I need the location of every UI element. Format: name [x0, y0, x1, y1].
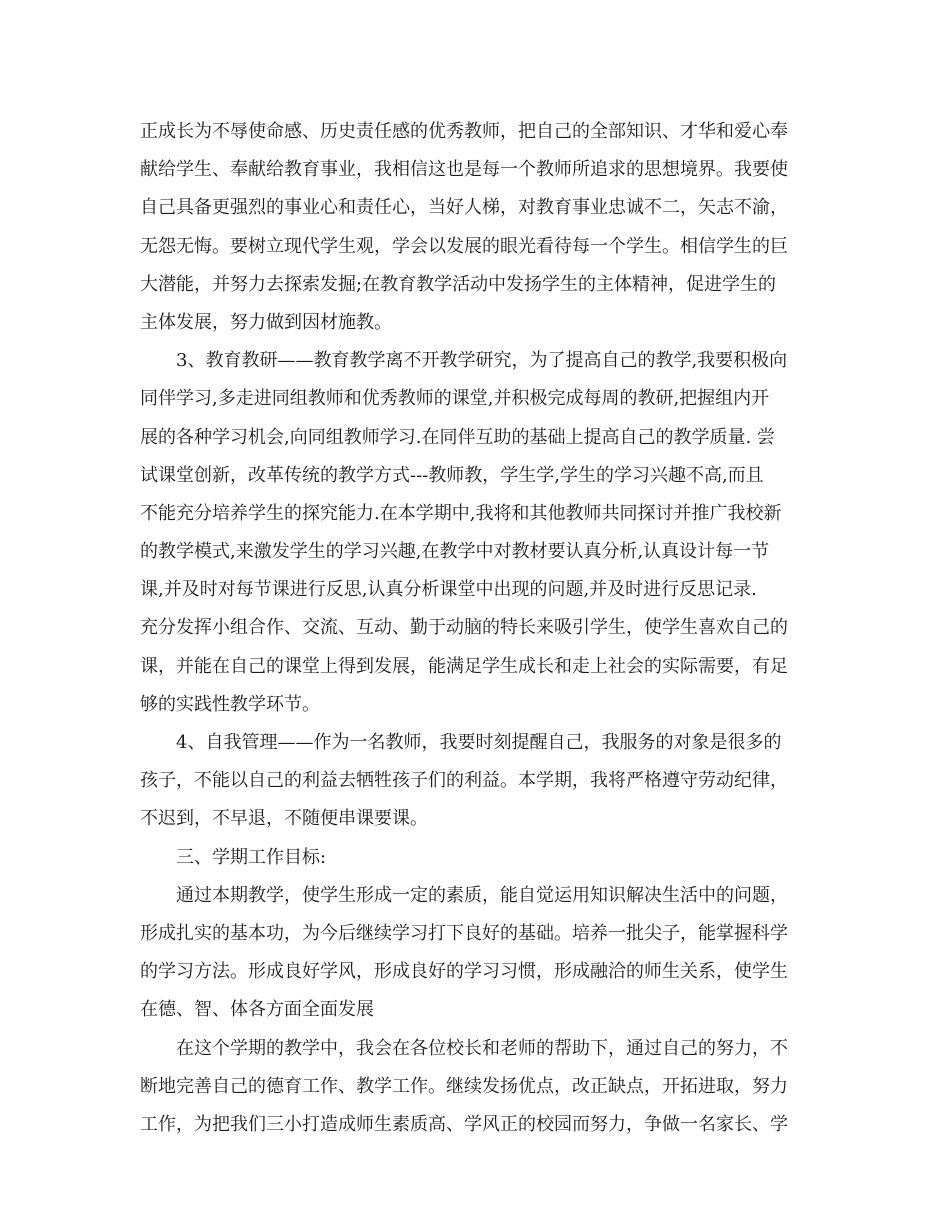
text-line: 不能充分培养学生的探究能力.在本学期中,我将和其他教师共同探讨并推广我校新 — [140, 502, 782, 524]
section-heading: 三、学期工作目标: — [176, 846, 327, 868]
text-line: 自己具备更强烈的事业心和责任心，当好人梯，对教育事业忠诚不二，矢志不渝， — [140, 197, 788, 219]
document-body — [140, 113, 820, 1144]
text-line: 展的各种学习机会,向同组教师学习.在同伴互助的基础上提高自己的教学质量. 尝 — [140, 426, 775, 448]
text-line: 正成长为不辱使命感、历史责任感的优秀教师，把自己的全部知识、才华和爱心奉 — [140, 121, 788, 142]
text-line: 在德、智、体各方面全面发展 — [140, 999, 374, 1021]
text-line: 工作，为把我们三小打造成师生素质高、学风正的校园而努力，争做一名家长、学 — [140, 1113, 788, 1135]
text-line: 的学习方法。形成良好学风，形成良好的学习习惯，形成融洽的师生关系，使学生 — [140, 961, 788, 983]
text-line: 形成扎实的基本功，为今后继续学习打下良好的基础。培养一批尖子，能掌握科学 — [140, 922, 788, 944]
text-line: 无怨无悔。要树立现代学生观，学会以发展的眼光看待每一个学生。相信学生的巨 — [140, 235, 788, 257]
text-line: 通过本期教学，使学生形成一定的素质，能自觉运用知识解决生活中的问题， — [176, 884, 788, 906]
text-line: 课，并能在自己的课堂上得到发展，能满足学生成长和走上社会的实际需要，有足 — [140, 655, 788, 677]
text-line: 孩子，不能以自己的利益去牺牲孩子们的利益。本学期，我将严格遵守劳动纪律， — [140, 770, 788, 792]
text-line: 4、自我管理——作为一名教师，我要时刻提醒自己，我服务的对象是很多的 — [176, 732, 782, 753]
text-line: 的教学模式,来激发学生的学习兴趣,在教学中对教材要认真分析,认真设计每一节 — [140, 541, 770, 563]
text-line: 充分发挥小组合作、交流、互动、勤于动脑的特长来吸引学生，使学生喜欢自己的 — [140, 617, 788, 639]
text-line: 课,并及时对每节课进行反思,认真分析课堂中出现的问题,并及时进行反思记录. — [140, 579, 757, 601]
text-line: 3、教育教研——教育教学离不开教学研究，为了提高自己的教学,我要积极向 — [176, 350, 788, 372]
text-line: 断地完善自己的德育工作、教学工作。继续发扬优点，改正缺点，开拓进取，努力 — [140, 1075, 788, 1097]
text-line: 大潜能，并努力去探索发掘;在教育教学活动中发扬学生的主体精神，促进学生的 — [140, 273, 777, 295]
text-line: 主体发展，努力做到因材施教。 — [140, 311, 392, 333]
text-line: 同伴学习,多走进同组教师和优秀教师的课堂,并积极完成每周的教研,把握组内开 — [140, 388, 770, 410]
text-line: 够的实践性教学环节。 — [140, 693, 320, 715]
text-line: 不迟到，不早退，不随便串课要课。 — [140, 808, 428, 830]
text-line: 试课堂创新，改革传统的教学方式---教师教，学生学,学生的学习兴趣不高,而且 — [140, 464, 764, 486]
text-line: 献给学生、奉献给教育事业，我相信这也是每一个教师所追求的思想境界。我要使 — [140, 159, 788, 181]
text-line: 在这个学期的教学中，我会在各位校长和老师的帮助下，通过自己的努力，不 — [176, 1037, 788, 1059]
